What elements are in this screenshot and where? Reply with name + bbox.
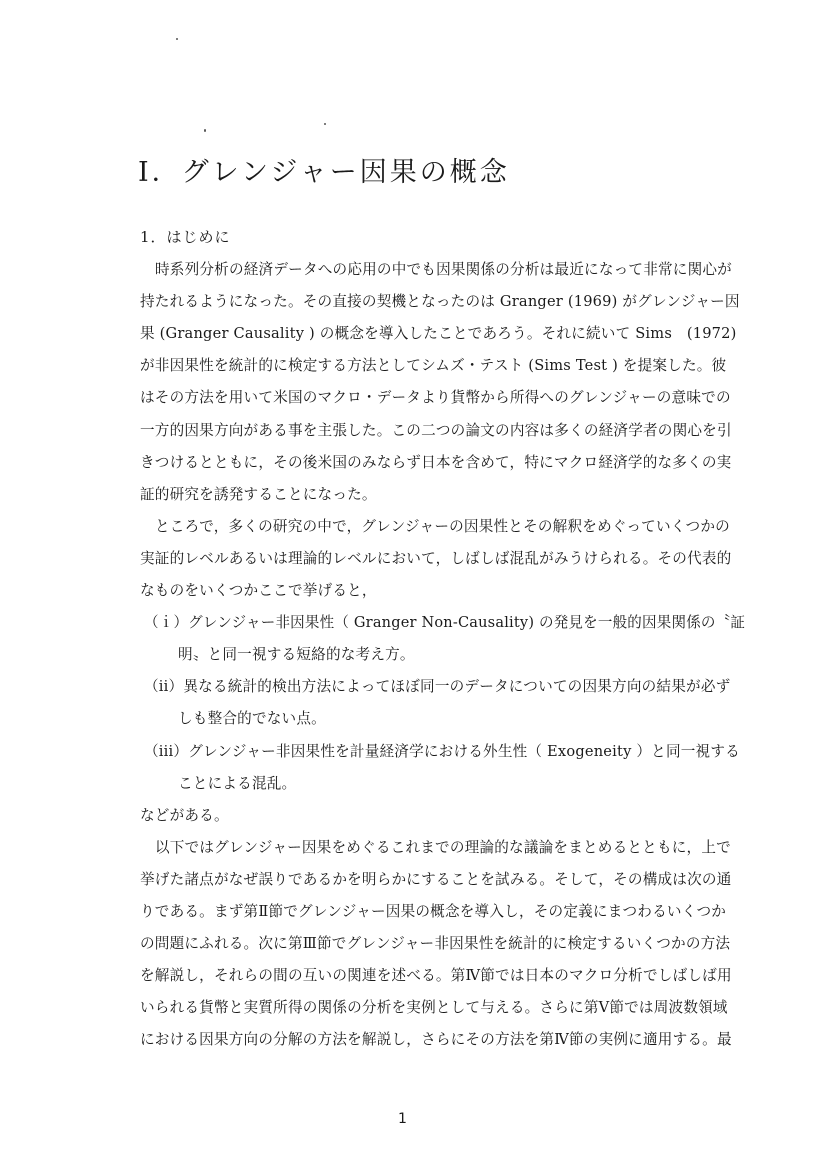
- text-line: 証的研究を誘発することになった。: [140, 485, 377, 503]
- text-line: 実証的レベルあるいは理論的レベルにおいて，しばしば混乱がみうけられる。その代表的: [140, 549, 732, 567]
- section-heading: 1．はじめに: [140, 228, 231, 246]
- text-line: 時系列分析の経済データへの応用の中でも因果関係の分析は最近になって非常に関心が: [155, 261, 732, 278]
- text-line: なものをいくつかここで挙げると，: [140, 582, 377, 599]
- text-line: 明〟と同一視する短絡的な考え方。: [178, 646, 415, 664]
- text-line: 一方的因果方向がある事を主張した。この二つの論文の内容は多くの経済学者の関心を引: [140, 421, 732, 439]
- scan-speck: [204, 129, 206, 132]
- scan-speck: [324, 123, 326, 125]
- text-line: （ｉ）グレンジャー非因果性（ Granger Non-Causality) の発見を一般的因果関係の〝証: [144, 614, 746, 632]
- text-line: はその方法を用いて米国のマクロ・データより貨幣から所得へのグレンジャーの意味での: [140, 389, 731, 407]
- text-line: しも整合的でない点。: [178, 710, 326, 728]
- text-line: 持たれるようになった。その直接の契機となったのは Granger (1969) がグレンジャー因: [140, 293, 740, 311]
- chapter-title: I．グレンジャー因果の概念: [138, 157, 510, 188]
- text-line: きつけるとともに，その後米国のみならず日本を含めて，特にマクロ経済学的な多くの実: [140, 453, 732, 471]
- text-line: りである。まず第Ⅱ節でグレンジャー因果の概念を導入し，その定義にまつわるいくつか: [140, 903, 727, 920]
- text-line: が非因果性を統計的に検定する方法としてシムズ・テスト (Sims Test ) を提案した。彼: [140, 357, 727, 375]
- text-line: を解説し，それらの間の互いの関連を述べる。第Ⅳ節では日本のマクロ分析でしばしば用: [140, 967, 732, 985]
- text-line: ことによる混乱。: [178, 774, 297, 792]
- text-line: 挙げた諸点がなぜ誤りであるかを明らかにすることを試みる。そして，その構成は次の通: [140, 870, 732, 888]
- text-line: などがある。: [140, 806, 229, 824]
- text-line: いられる貨幣と実質所得の関係の分析を実例として与える。さらに第Ⅴ節では周波数領域: [140, 999, 728, 1017]
- text-line: （iii）グレンジャー非因果性を計量経済学における外生性（ Exogeneity ）と同一視する: [144, 742, 740, 760]
- text-line: （ii）異なる統計的検出方法によってほぼ同一のデータについての因果方向の結果が必ず: [144, 678, 731, 696]
- text-line: ところで，多くの研究の中で，グレンジャーの因果性とその解釈をめぐっていくつかの: [155, 517, 730, 535]
- scan-speck: [176, 38, 178, 40]
- page-number: 1: [398, 1111, 407, 1127]
- text-line: 以下ではグレンジャー因果をめぐるこれまでの理論的な議論をまとめるとともに，上で: [155, 838, 731, 856]
- text-line: における因果方向の分解の方法を解説し，さらにその方法を第Ⅳ節の実例に適用する。最: [140, 1031, 732, 1049]
- text-line: の問題にふれる。次に第Ⅲ節でグレンジャー非因果性を統計的に検定するいくつかの方法: [140, 935, 731, 953]
- text-line: 果 (Granger Causality ) の概念を導入したことであろう。それに続いて Sims (1972): [140, 325, 737, 343]
